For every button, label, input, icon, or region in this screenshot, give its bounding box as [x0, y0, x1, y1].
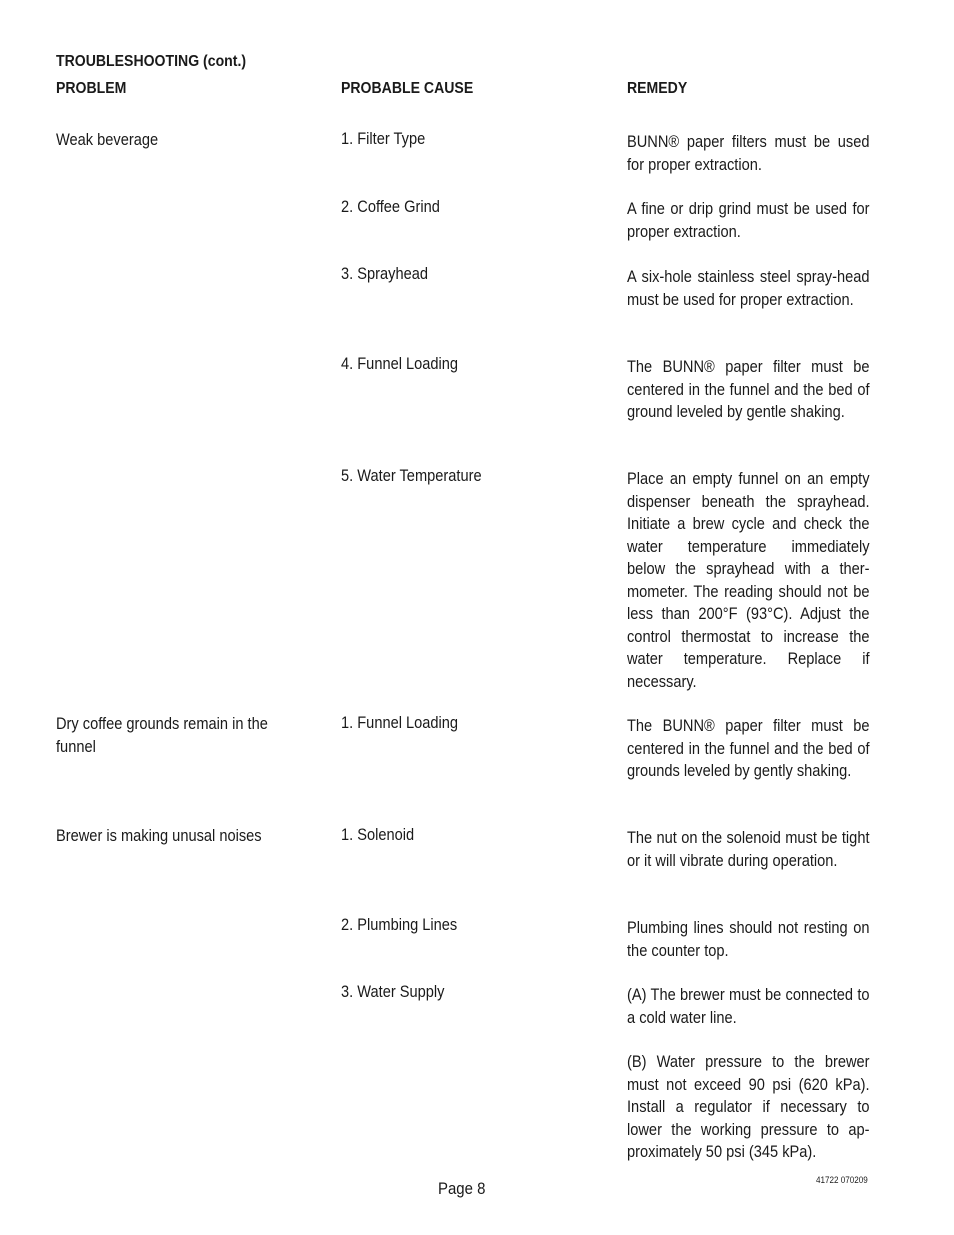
problem-unusual-noises: Brewer is making unusal noises	[56, 826, 262, 845]
remedy-water-supply-b: (B) Water pressure to the brewer must not exceed 90 psi (620 kPa). Install a regulator if necessary to lower the working pressure to ap-proximately 50 psi (345 kPa).	[627, 1052, 870, 1161]
page-number: Page 8	[438, 1179, 486, 1198]
remedy-funnel-loading-dry: The BUNN® paper filter must be centered in the funnel and the bed of grounds leveled by gently shaking.	[627, 716, 870, 780]
section-title: TROUBLESHOOTING (cont.)	[56, 53, 247, 70]
column-header-probable-cause: PROBABLE CAUSE	[341, 80, 474, 97]
cause-plumbing-lines: 2. Plumbing Lines	[341, 915, 458, 934]
column-header-problem: PROBLEM	[56, 80, 127, 97]
remedy-funnel-loading: The BUNN® paper filter must be centered in the funnel and the bed of ground leveled by gentle shaking.	[627, 357, 870, 421]
remedy-coffee-grind: A fine or drip grind must be used for proper extraction.	[627, 199, 870, 241]
problem-dry-grounds: Dry coffee grounds remain in the funnel	[56, 714, 268, 756]
remedy-solenoid: The nut on the solenoid must be tight or it will vibrate during operation.	[627, 828, 870, 870]
cause-water-temperature: 5. Water Temperature	[341, 466, 482, 485]
cause-funnel-loading-dry: 1. Funnel Loading	[341, 713, 459, 732]
cause-solenoid: 1. Solenoid	[341, 825, 415, 844]
remedy-filter-type: BUNN® paper filters must be used for proper extraction.	[627, 132, 870, 174]
remedy-sprayhead: A six-hole stainless steel spray-head must be used for proper extraction.	[627, 267, 870, 309]
cause-water-supply: 3. Water Supply	[341, 982, 445, 1001]
document-code: 41722 070209	[816, 1175, 868, 1185]
remedy-plumbing-lines: Plumbing lines should not resting on the counter top.	[627, 918, 870, 960]
cause-filter-type: 1. Filter Type	[341, 129, 426, 148]
problem-weak-beverage: Weak beverage	[56, 130, 159, 149]
remedy-water-temperature: Place an empty funnel on an empty dispenser beneath the sprayhead. Initiate a brew cycle and check the water temperature immediately below the sprayhead with a ther-mometer. The reading should not be less than 200°F (93°C). Adjust the control thermostat to increase the water temperature. Replace if necessary.	[627, 469, 870, 691]
remedy-water-supply-a: (A) The brewer must be connected to a cold water line.	[627, 985, 870, 1027]
cause-funnel-loading: 4. Funnel Loading	[341, 354, 459, 373]
cause-sprayhead: 3. Sprayhead	[341, 264, 428, 283]
cause-coffee-grind: 2. Coffee Grind	[341, 197, 440, 216]
column-header-remedy: REMEDY	[627, 80, 688, 97]
